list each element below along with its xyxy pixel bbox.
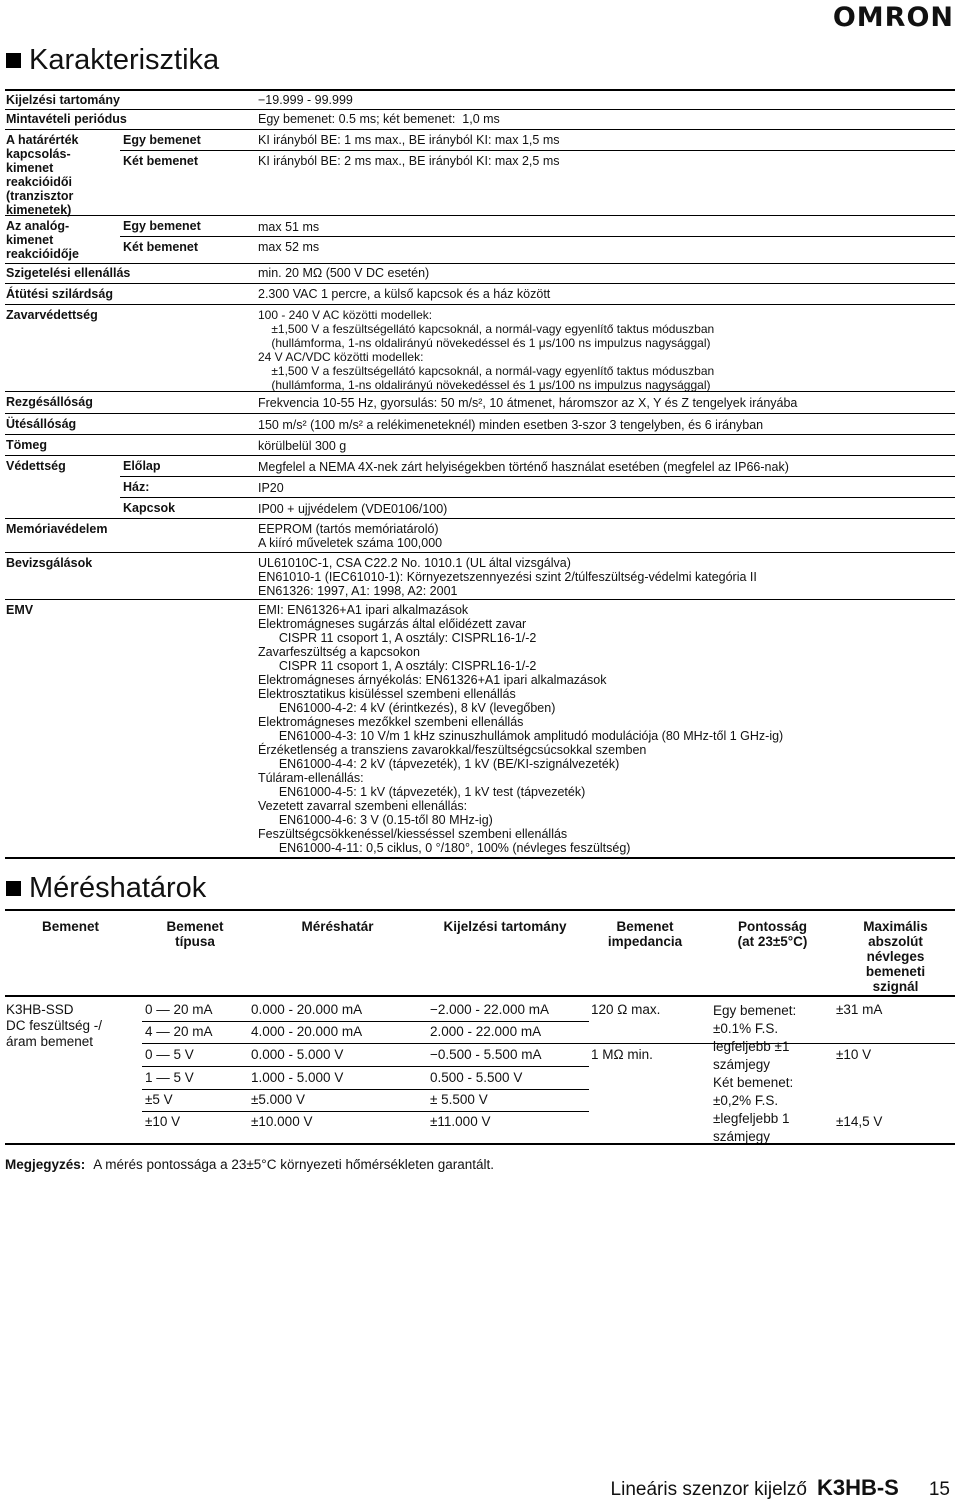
range-table-bottom-border bbox=[5, 1143, 955, 1145]
spec-subdivider bbox=[120, 476, 955, 477]
column-header: Maximális abszolút névleges bemeneti szignál bbox=[863, 919, 928, 994]
section-title-text: Karakterisztika bbox=[29, 44, 220, 76]
note-label: Megjegyzés: bbox=[5, 1157, 86, 1172]
spec-value: Egy bemenet: 0.5 ms; két bemenet: 1,0 ms bbox=[258, 112, 500, 126]
spec-label: Memóriavédelem bbox=[6, 522, 108, 536]
range-table-header-divider bbox=[5, 995, 955, 997]
meres-cell: 0.000 - 5.000 V bbox=[251, 1047, 344, 1062]
kijelzes-cell: −2.000 - 22.000 mA bbox=[430, 1002, 549, 1017]
spec-label: A határérték kapcsolás- kimenet reakcióidői (tranzisztor kimenetek) bbox=[6, 133, 79, 217]
spec-sublabel: Egy bemenet bbox=[123, 133, 201, 147]
spec-row-top-border bbox=[5, 89, 955, 91]
kijelzes-cell: 2.000 - 22.000 mA bbox=[430, 1024, 542, 1039]
section-title-mereshatarok bbox=[6, 872, 206, 905]
spec-label: Mintavételi periódus bbox=[6, 112, 127, 126]
spec-divider bbox=[5, 129, 955, 130]
max-signal-cell: ±31 mA bbox=[836, 1002, 883, 1017]
spec-value: −19.999 - 99.999 bbox=[258, 93, 353, 107]
spec-divider bbox=[5, 391, 955, 392]
spec-divider bbox=[5, 455, 955, 456]
meres-cell: 0.000 - 20.000 mA bbox=[251, 1002, 363, 1017]
spec-label: Védettség bbox=[6, 459, 66, 473]
spec-value: max 51 ms bbox=[258, 220, 320, 234]
spec-divider bbox=[5, 215, 955, 216]
spec-value: IP20 bbox=[258, 481, 284, 495]
spec-table-bottom-border bbox=[5, 857, 955, 859]
spec-sublabel: Egy bemenet bbox=[123, 219, 201, 233]
spec-divider bbox=[5, 518, 955, 519]
tipus-cell: 4 — 20 mA bbox=[145, 1024, 213, 1039]
spec-label: Ütésállóság bbox=[6, 417, 77, 431]
kijelzes-cell: ± 5.500 V bbox=[430, 1092, 488, 1107]
footer-title: Lineáris szenzor kijelző bbox=[610, 1479, 807, 1500]
spec-value: KI irányból BE: 1 ms max., BE irányból KI: max 1,5 ms bbox=[258, 133, 560, 147]
tipus-cell: 0 — 20 mA bbox=[145, 1002, 213, 1017]
spec-value: IP00 + ujjvédelem (VDE0106/100) bbox=[258, 502, 448, 516]
spec-divider bbox=[5, 552, 955, 553]
column-header: Kijelzési tartomány bbox=[443, 919, 567, 934]
spec-sublabel: Kapcsok bbox=[123, 501, 176, 515]
spec-value: 100 - 240 V AC közötti modellek: ±1,500 V a feszültségellátó kapcsoknál, a normál-vagy egyenlítő taktus móduszban (hullámforma, 1-ns oldalirányú növekedéssel és 1 μs/100 ns impulzus nagysággal) 24 V AC/VDC közötti modellek: ±1,500 V a feszültségellátó kapcsoknál, a normál-vagy egyenlítő taktus móduszban (hullámforma, 1-ns oldalirányú növekedéssel és 1 μs/100 ns impulzus nagysággal) bbox=[258, 308, 715, 392]
meres-cell: ±5.000 V bbox=[251, 1092, 305, 1107]
meres-cell: 1.000 - 5.000 V bbox=[251, 1070, 344, 1085]
column-header: Bemenet bbox=[41, 919, 100, 934]
spec-subdivider bbox=[120, 497, 955, 498]
meres-cell: 4.000 - 20.000 mA bbox=[251, 1024, 363, 1039]
row-divider bbox=[142, 1043, 955, 1044]
page-number: 15 bbox=[928, 1479, 950, 1500]
spec-divider bbox=[5, 109, 955, 110]
row-divider bbox=[142, 1066, 589, 1067]
spec-value: 2.300 VAC 1 percre, a külső kapcsok és a ház között bbox=[258, 287, 551, 301]
column-header: Bemenet típusa bbox=[166, 919, 224, 949]
row-divider bbox=[142, 1021, 589, 1022]
max-signal-cell: ±10 V bbox=[836, 1047, 872, 1062]
note bbox=[5, 1157, 494, 1172]
spec-sublabel: Előlap bbox=[123, 459, 161, 473]
spec-divider bbox=[5, 599, 955, 600]
spec-value: 150 m/s² (100 m/s² a relékimeneteknél) minden esetben 3-szor 3 tengelyben, és 6 irányban bbox=[258, 418, 764, 432]
spec-divider bbox=[5, 304, 955, 305]
spec-label: Rezgésállóság bbox=[6, 395, 93, 409]
impedancia-cell: 1 MΩ min. bbox=[591, 1047, 653, 1062]
spec-subdivider bbox=[120, 236, 955, 237]
spec-label: Szigetelési ellenállás bbox=[6, 266, 131, 280]
spec-divider bbox=[5, 434, 955, 435]
page-footer bbox=[611, 1475, 950, 1501]
spec-label: Bevizsgálások bbox=[6, 556, 93, 570]
spec-value: UL61010C-1, CSA C22.2 No. 1010.1 (UL által vizsgálva) EN61010-1 (IEC61010-1): Környezetszennyezési szint 2/túlfeszültség-védelmi kategória II EN61326: 1997, A1: 1998, A2: 2001 bbox=[258, 556, 757, 598]
kijelzes-cell: ±11.000 V bbox=[430, 1114, 491, 1129]
meres-cell: ±10.000 V bbox=[251, 1114, 313, 1129]
section-title-karakterisztika bbox=[6, 44, 219, 77]
spec-value: Frekvencia 10-55 Hz, gyorsulás: 50 m/s², 10 átmenet, háromszor az X, Y és Z tengelyek irányába bbox=[258, 396, 798, 410]
spec-label: Kijelzési tartomány bbox=[6, 93, 120, 107]
spec-value: EEPROM (tartós memóriatároló) A kiíró műveletek száma 100,000 bbox=[258, 522, 443, 550]
spec-label: EMV bbox=[6, 603, 34, 617]
tipus-cell: ±10 V bbox=[145, 1114, 181, 1129]
column-header: Pontosság (at 23±5°C) bbox=[737, 919, 808, 949]
kijelzes-cell: −0.500 - 5.500 mA bbox=[430, 1047, 542, 1062]
tipus-cell: ±5 V bbox=[145, 1092, 173, 1107]
spec-divider bbox=[5, 283, 955, 284]
footer-model: K3HB-S bbox=[816, 1475, 899, 1500]
kijelzes-cell: 0.500 - 5.500 V bbox=[430, 1070, 523, 1085]
spec-label: Átütési szilárdság bbox=[6, 287, 113, 301]
section-title-text: Méréshatárok bbox=[29, 872, 207, 904]
spec-sublabel: Ház: bbox=[123, 480, 150, 494]
omron-logo: OMRON bbox=[832, 2, 954, 33]
spec-label: Zavarvédettség bbox=[6, 308, 98, 322]
range-table-top-border bbox=[5, 909, 955, 911]
spec-label: Az analóg- kimenet reakcióidője bbox=[6, 219, 79, 261]
max-signal-cell: ±14,5 V bbox=[836, 1114, 883, 1129]
section-square-icon bbox=[6, 53, 21, 68]
spec-value: körülbelül 300 g bbox=[258, 439, 347, 453]
spec-divider bbox=[5, 413, 955, 414]
tipus-cell: 1 — 5 V bbox=[145, 1070, 194, 1085]
section-square-icon bbox=[6, 881, 21, 896]
spec-divider bbox=[5, 263, 955, 264]
column-header: Méréshatár bbox=[301, 919, 374, 934]
bemenet-cell: K3HB-SSD DC feszültség -/ áram bemenet bbox=[6, 1002, 103, 1049]
column-header: Bemenet impedancia bbox=[607, 919, 683, 949]
note-text: A mérés pontossága a 23±5°C környezeti hőmérsékleten garantált. bbox=[93, 1157, 495, 1172]
spec-sublabel: Két bemenet bbox=[123, 154, 199, 168]
spec-value: max 52 ms bbox=[258, 240, 320, 254]
row-divider bbox=[142, 1089, 589, 1090]
spec-value: min. 20 MΩ (500 V DC esetén) bbox=[258, 266, 430, 280]
spec-value: KI irányból BE: 2 ms max., BE irányból KI: max 2,5 ms bbox=[258, 154, 560, 168]
pontossag-cell: Egy bemenet: ±0.1% F.S. legfeljebb ±1 számjegy Két bemenet: ±0,2% F.S. ±legfeljebb 1 számjegy bbox=[713, 1003, 797, 1144]
spec-value: EMI: EN61326+A1 ipari alkalmazások Elektromágneses sugárzás által előidézett zavar CISPR 11 csoport 1, A osztály: CISPRL16-1/-2 Zavarfeszültség a kapcsokon CISPR 11 csoport 1, A osztály: CISPRL16-1/-2 Elektromágneses árnyékolás: EN61326+A1 ipari alkalmazások Elektrosztatikus kisüléssel szembeni ellenállás EN61000-4-2: 4 kV (érintkezés), 8 kV (levegőben) Elektromágneses mezőkkel szembeni ellenállás EN61000-4-3: 10 V/m 1 kHz szinuszhullámok amplitudó modulációja (80 MHz-től 1 GHz-ig) Érzéketlenség a transziens zavarokkal/feszültségcsúcsokkal szemben EN61000-4-4: 2 kV (tápvezeték), 1 kV (BE/KI-szignálvezeték) Túláram-ellenállás: EN61000-4-5: 1 kV (tápvezeték), 1 kV test (tápvezeték) Vezetett zavarral szembeni ellenállás: EN61000-4-6: 3 V (0.15-től 80 MHz-ig) Feszültségcsökkenéssel/kiesséssel szembeni ellenállás EN61000-4-11: 0,5 ciklus, 0 °/180°, 100% (névleges feszültség) bbox=[258, 603, 784, 855]
row-divider bbox=[142, 1111, 589, 1112]
spec-sublabel: Két bemenet bbox=[123, 240, 199, 254]
spec-subdivider bbox=[120, 150, 955, 151]
spec-value: Megfelel a NEMA 4X-nek zárt helyiségekben történő használat esetében (megfelel az IP66-nak) bbox=[258, 460, 789, 474]
tipus-cell: 0 — 5 V bbox=[145, 1047, 194, 1062]
impedancia-cell: 120 Ω max. bbox=[591, 1002, 661, 1017]
spec-label: Tömeg bbox=[6, 438, 47, 452]
